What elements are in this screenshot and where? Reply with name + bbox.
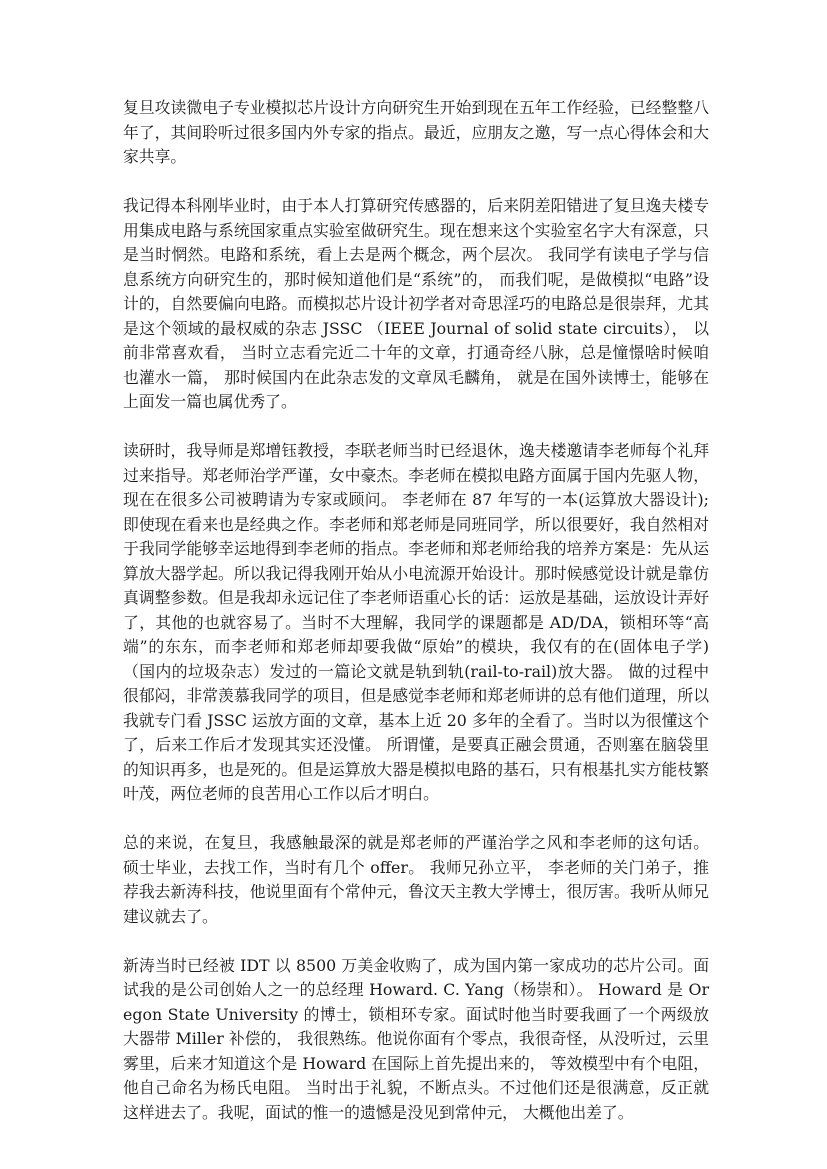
document-page	[123, 96, 709, 1125]
paragraph-graduate-study: 读研时，我导师是郑增钰教授，李联老师当时已经退休，逸夫楼邀请李老师每个礼拜过来指导。郑老师治学严谨，女中豪杰。李老师在模拟电路方面属于国内先驱人物，现在在很多公司被聘请为专家或顾问。 李老师在 87 年写的一本(运算放大器设计);即使现在看来也是经典之作。李老师和郑老师是同班同学，所以很要好，我自然相对于我同学能够幸运地得到李老师的指点。李老师和郑老师给我的培养方案是：先从运算放大器学起。所以我记得我刚开始从小电流源开始设计。那时候感觉设计就是靠仿真调整参数。但是我却永远记住了李老师语重心长的话：运放是基础，运放设计弄好了，其他的也就容易了。当时不大理解，我同学的课题都是 AD/DA，锁相环等“高端”的东东，而李老师和郑老师却要我做“原始”的模块，我仅有的在(固体电子学) （国内的垃圾杂志）发过的一篇论文就是轨到轨(rail-to-rail)放大器。 做的过程中很郁闷，非常羡慕我同学的项目，但是感觉李老师和郑老师讲的总有他们道理，所以我就专门看 JSSC 运放方面的文章，基本上近 20 多年的全看了。当时以为很懂这个了，后来工作后才发现其实还没懂。 所谓懂，是要真正融会贯通，否则塞在脑袋里的知识再多，也是死的。但是运算放大器是模拟电路的基石，只有根基扎实方能枝繁叶茂，两位老师的良苦用心工作以后才明白。	[123, 441, 709, 803]
paragraph-intro: 复旦攻读微电子专业模拟芯片设计方向研究生开始到现在五年工作经验，已经整整八年了，其间聆听过很多国内外专家的指点。最近，应朋友之邀，写一点心得体会和大家共享。	[123, 98, 709, 166]
paragraph-job-search: 总的来说，在复旦，我感触最深的就是郑老师的严谨治学之风和李老师的这句话。 硕士毕业，去找工作，当时有几个 offer。 我师兄孙立平， 李老师的关门弟子，推荐我去新涛科技，他说里面有个常仲元，鲁汶天主教大学博士，很厉害。我听从师兄建议就去了。	[123, 833, 709, 926]
paragraph-interview: 新涛当时已经被 IDT 以 8500 万美金收购了，成为国内第一家成功的芯片公司。面试我的是公司创始人之一的总经理 Howard. C. Yang（杨崇和）。 Howard 是 Oregon State University 的博士，锁相环专家。面试时他当时要我画了一个两级放大器带 Miller 补偿的， 我很熟练。他说你面有个零点，我很奇怪，从没听过，云里雾里，后来才知道这个是 Howard 在国际上首先提出来的， 等效模型中有个电阻，他自己命名为杨氏电阻。 当时出于礼貌，不断点头。不过他们还是很满意，反正就这样进去了。我呢，面试的惟一的遗憾是没见到常仲元， 大概他出差了。	[123, 955, 709, 1122]
paragraph-undergraduate: 我记得本科刚毕业时，由于本人打算研究传感器的，后来阴差阳错进了复旦逸夫楼专用集成电路与系统国家重点实验室做研究生。现在想来这个实验室名字大有深意，只是当时惘然。电路和系统，看上去是两个概念，两个层次。 我同学有读电子学与信息系统方向研究生的，那时候知道他们是“系统”的， 而我们呢，是做模拟“电路”设计的，自然要偏向电路。而模拟芯片设计初学者对奇思淫巧的电路总是很崇拜，尤其是这个领域的最权威的杂志 JSSC （IEEE Journal of solid state circuits）， 以前非常喜欢看， 当时立志看完近二十年的文章，打通奇经八脉，总是憧憬啥时候咱也灌水一篇， 那时候国内在此杂志发的文章凤毛麟角， 就是在国外读博士，能够在上面发一篇也属优秀了。	[123, 196, 709, 411]
